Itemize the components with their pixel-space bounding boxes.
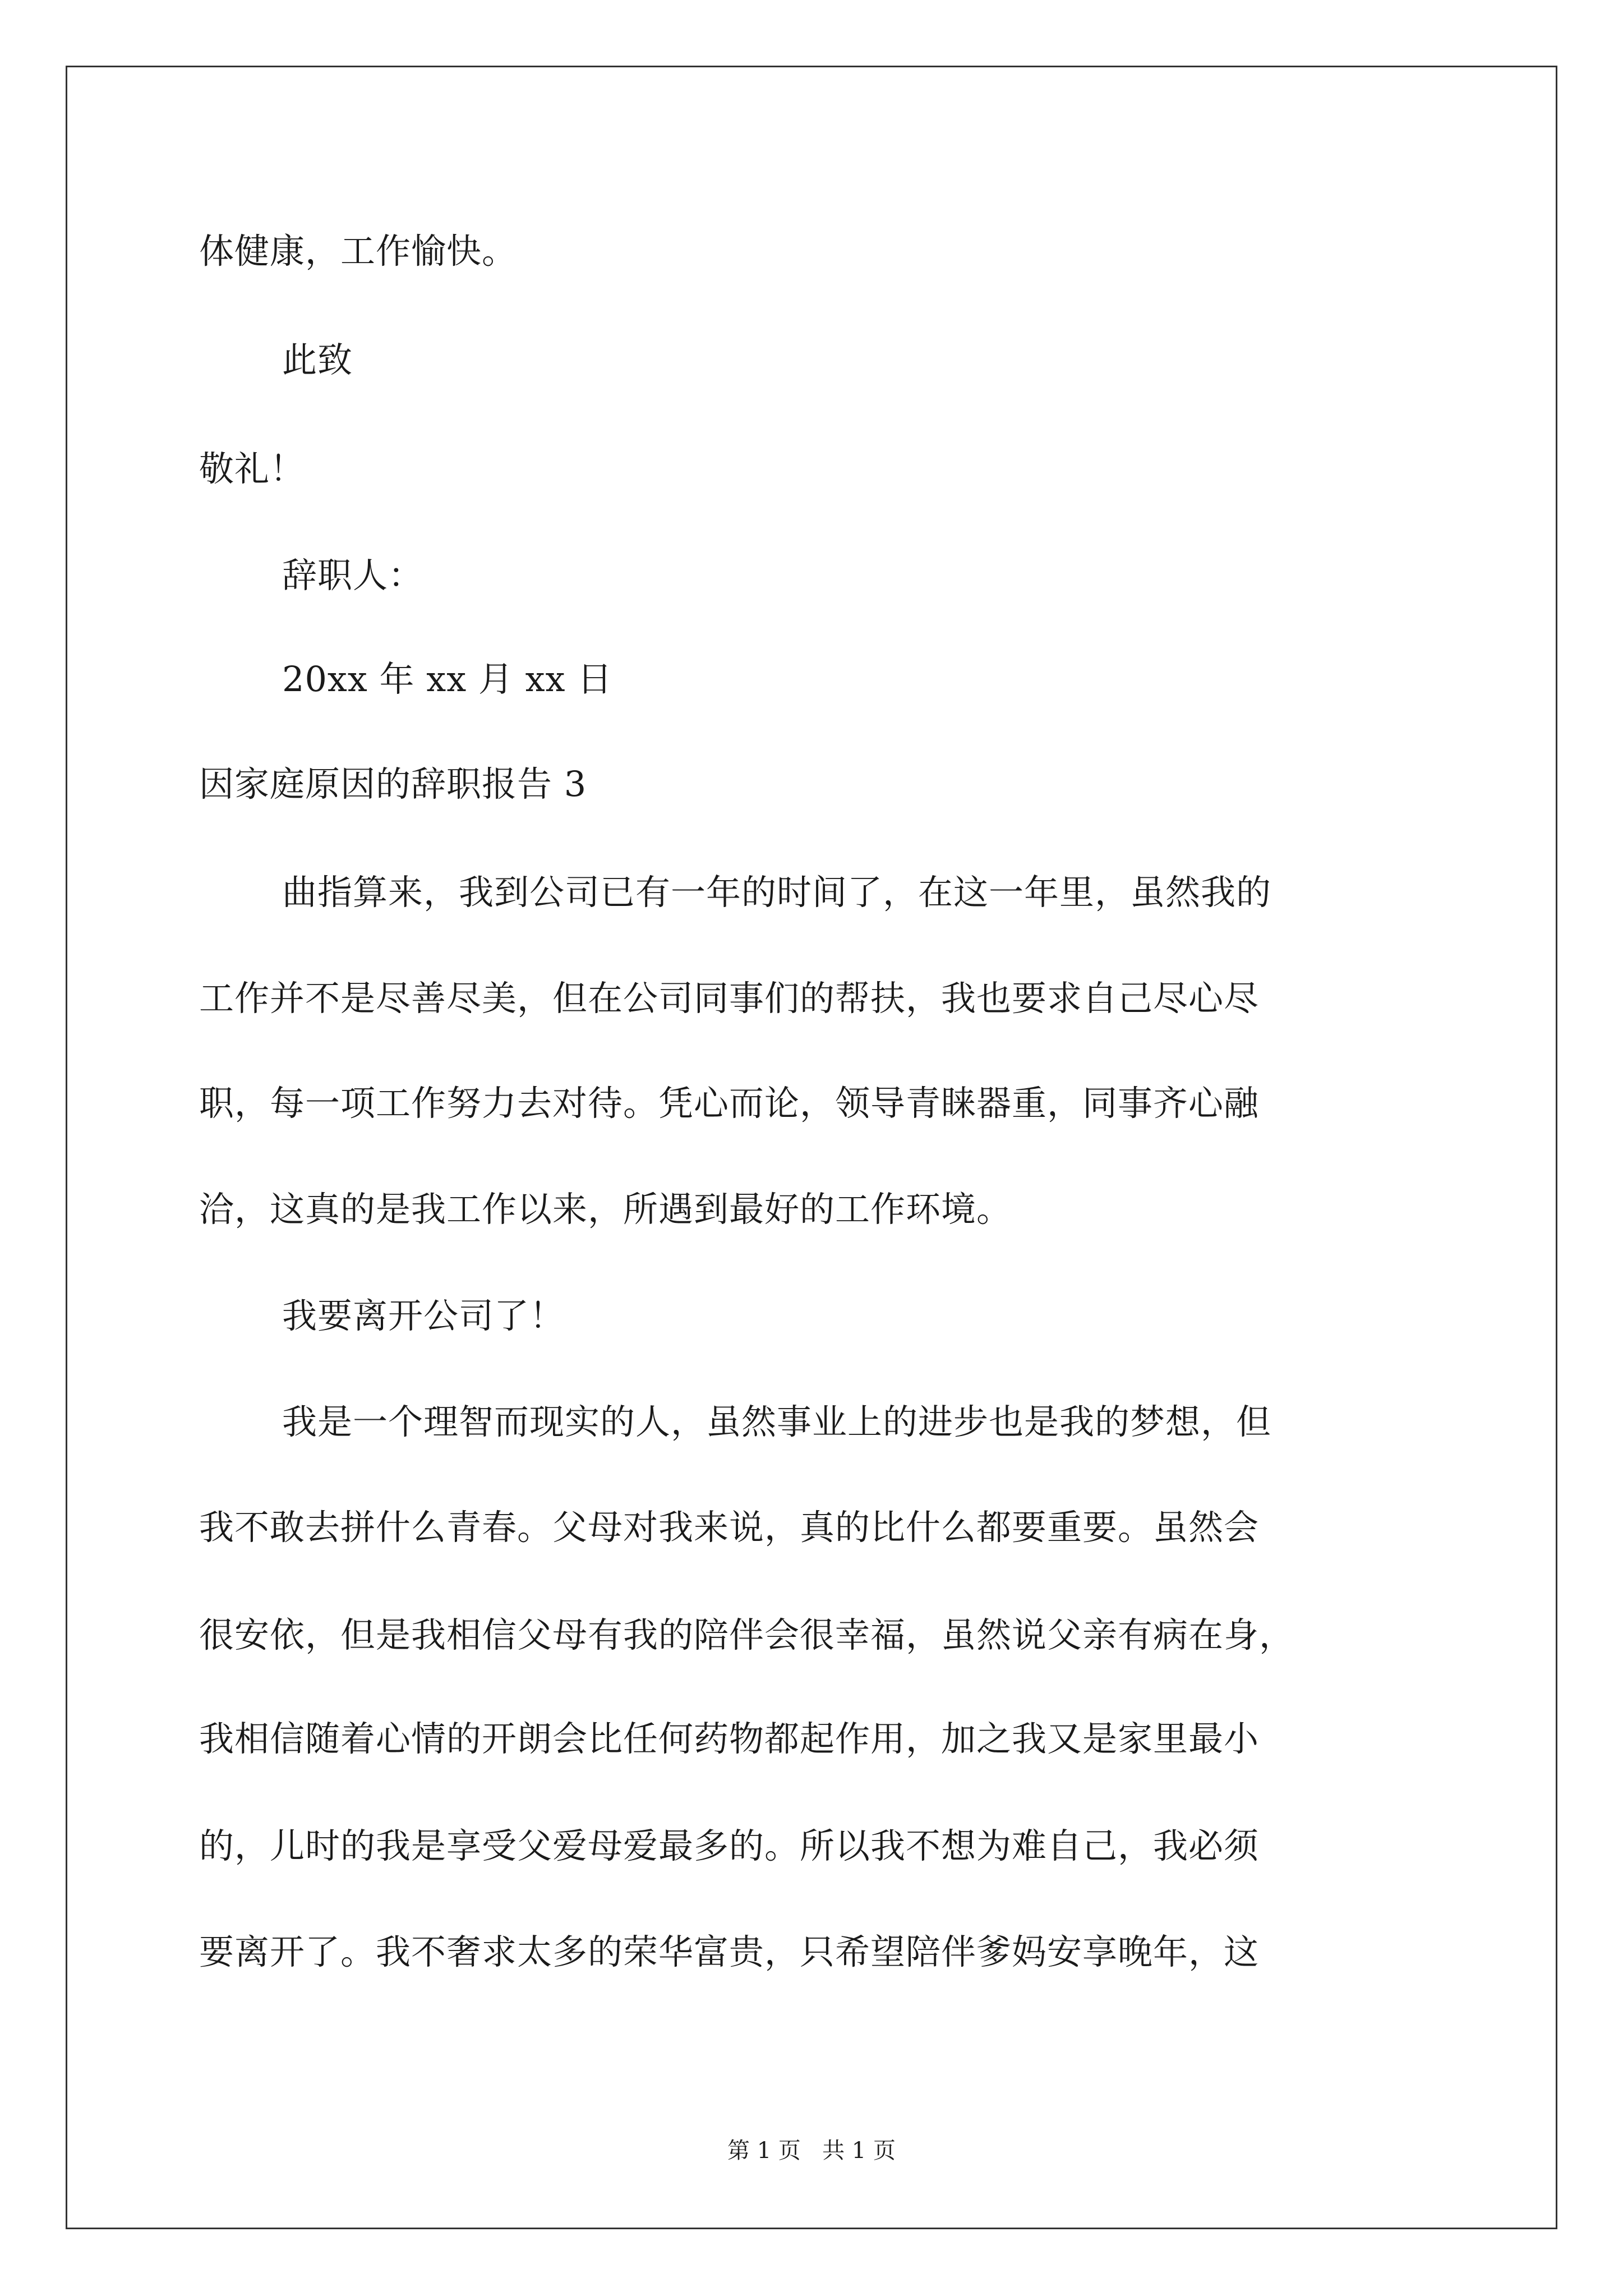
text-line: 洽，这真的是我工作以来，所遇到最好的工作环境。: [199, 1189, 1012, 1230]
text-line: 20xx 年 xx 月 xx 日: [282, 659, 613, 700]
text-line: 曲指算来，我到公司已有一年的时间了，在这一年里，虽然我的: [282, 872, 1272, 913]
text-line: 此致: [282, 339, 353, 380]
page-footer: 第 1 页 共 1 页: [727, 2138, 896, 2164]
text-line: 我不敢去拼什么青春。父母对我来说，真的比什么都要重要。虽然会: [199, 1507, 1260, 1548]
text-line: 我要离开公司了！: [282, 1295, 565, 1336]
text-line: 辞职人：: [282, 555, 424, 596]
text-line: 要离开了。我不奢求太多的荣华富贵，只希望陪伴爹妈安享晚年，这: [199, 1931, 1260, 1972]
page-border: [66, 66, 1557, 2229]
text-line: 体健康，工作愉快。: [199, 231, 518, 272]
text-line: 很安依，但是我相信父母有我的陪伴会很幸福，虽然说父亲有病在身，: [199, 1614, 1295, 1655]
section-title: 因家庭原因的辞职报告 3: [199, 763, 587, 804]
text-line: 职，每一项工作努力去对待。凭心而论，领导青睐器重，同事齐心融: [199, 1083, 1260, 1124]
text-line: 我相信随着心情的开朗会比任何药物都起作用，加之我又是家里最小: [199, 1718, 1260, 1759]
text-line: 敬礼！: [199, 448, 306, 489]
text-line: 的，儿时的我是享受父爱母爱最多的。所以我不想为难自己，我必须: [199, 1825, 1260, 1866]
text-line: 工作并不是尽善尽美，但在公司同事们的帮扶，我也要求自己尽心尽: [199, 978, 1260, 1019]
text-line: 我是一个理智而现实的人，虽然事业上的进步也是我的梦想，但: [282, 1401, 1272, 1442]
